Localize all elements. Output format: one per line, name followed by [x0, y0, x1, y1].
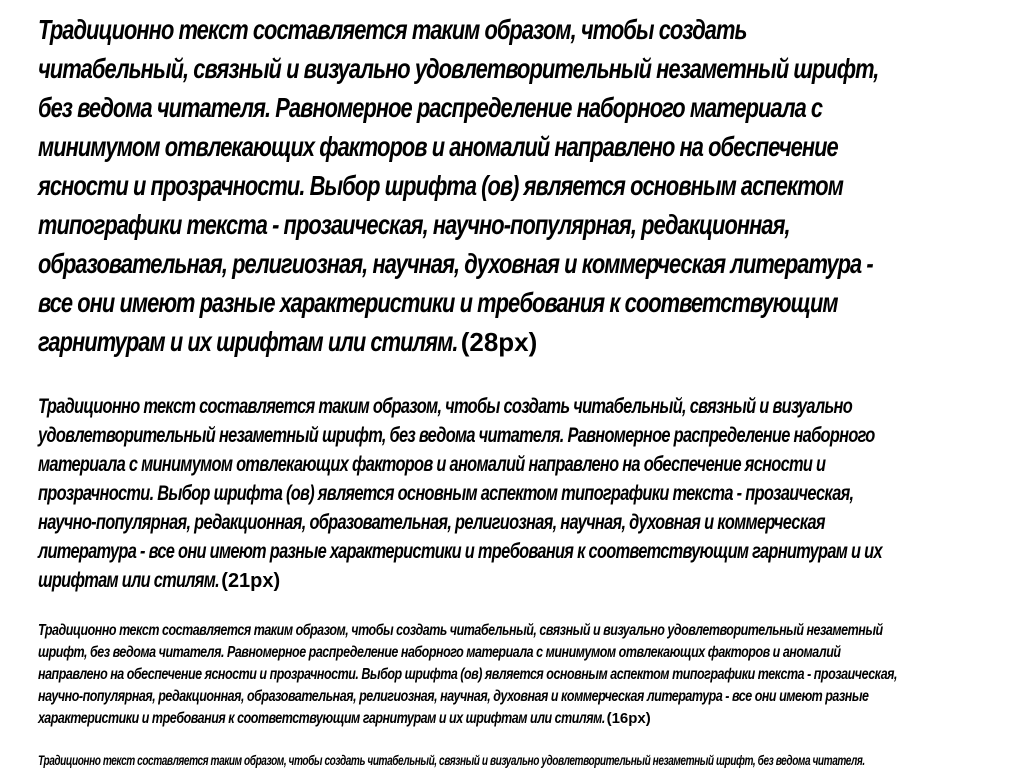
size-label: (28px) [460, 327, 538, 357]
specimen-line-last [38, 322, 878, 362]
size-label: (21px) [221, 570, 281, 592]
specimen-line-last [38, 708, 897, 730]
specimen-text: гарнитурам и их шрифтам или стилям. [38, 326, 458, 357]
specimen-line: без ведома читателя. Равномерное распределение наборного материала с [38, 92, 823, 123]
specimen-text: характеристики и требования к соответствующим гарнитурам и их шрифтам или стилям. [38, 710, 605, 727]
specimen-line: минимумом отвлекающих факторов и аномалий направлено на обеспечение [38, 131, 838, 162]
specimen-line: материала с минимумом отвлекающих факторов и аномалий направлено на обеспечение ясности и [38, 453, 826, 476]
specimen-line: типографики текста - прозаическая, научно-популярная, редакционная, [38, 209, 790, 240]
specimen-line: Традиционно текст составляется таким образом, чтобы создать [38, 14, 747, 45]
specimen-line: научно-популярная, редакционная, образовательная, религиозная, научная, духовная и коммерческая [38, 511, 825, 534]
specimen-14px [38, 751, 865, 769]
specimen-line: удовлетворительный незаметный шрифт, без ведома читателя. Равномерное распределение наборного [38, 424, 875, 447]
specimen-line: научно-популярная, редакционная, образовательная, религиозная, научная, духовная и коммерческая литература - все они имеют разные [38, 688, 869, 705]
specimen-line: литература - все они имеют разные характеристики и требования к соответствующим гарнитурам и их [38, 540, 882, 563]
specimen-line: направлено на обеспечение ясности и прозрачности. Выбор шрифта (ов) является основным аспектом типографики текста - прозаическая, [38, 666, 898, 683]
specimen-line: читабельный, связный и визуально удовлетворительный незаметный шрифт, [38, 53, 879, 84]
specimen-line: Традиционно текст составляется таким образом, чтобы создать читабельный, связный и визуально удовлетворительный незаметный [38, 622, 883, 639]
specimen-line: Традиционно текст составляется таким образом, чтобы создать читабельный, связный и визуально [38, 395, 853, 418]
specimen-line: образовательная, религиозная, научная, духовная и коммерческая литература - [38, 248, 873, 279]
specimen-line-last [38, 566, 882, 596]
specimen-28px [38, 10, 878, 362]
specimen-line: прозрачности. Выбор шрифта (ов) является основным аспектом типографики текста - прозаическая, [38, 482, 854, 505]
specimen-16px [38, 620, 897, 730]
specimen-line: ясности и прозрачности. Выбор шрифта (ов) является основным аспектом [38, 170, 843, 201]
specimen-21px [38, 392, 882, 596]
specimen-line: шрифт, без ведома читателя. Равномерное распределение наборного материала с минимумом отвлекающих факторов и аномалий [38, 644, 841, 661]
specimen-line: Традиционно текст составляется таким образом, чтобы создать читабельный, связный и визуально удовлетворительный незаметный шрифт, без ведома читателя. [38, 752, 865, 768]
specimen-line: все они имеют разные характеристики и требования к соответствующим [38, 287, 838, 318]
size-label: (16px) [606, 710, 651, 727]
specimen-text: шрифтам или стилям. [38, 569, 220, 592]
